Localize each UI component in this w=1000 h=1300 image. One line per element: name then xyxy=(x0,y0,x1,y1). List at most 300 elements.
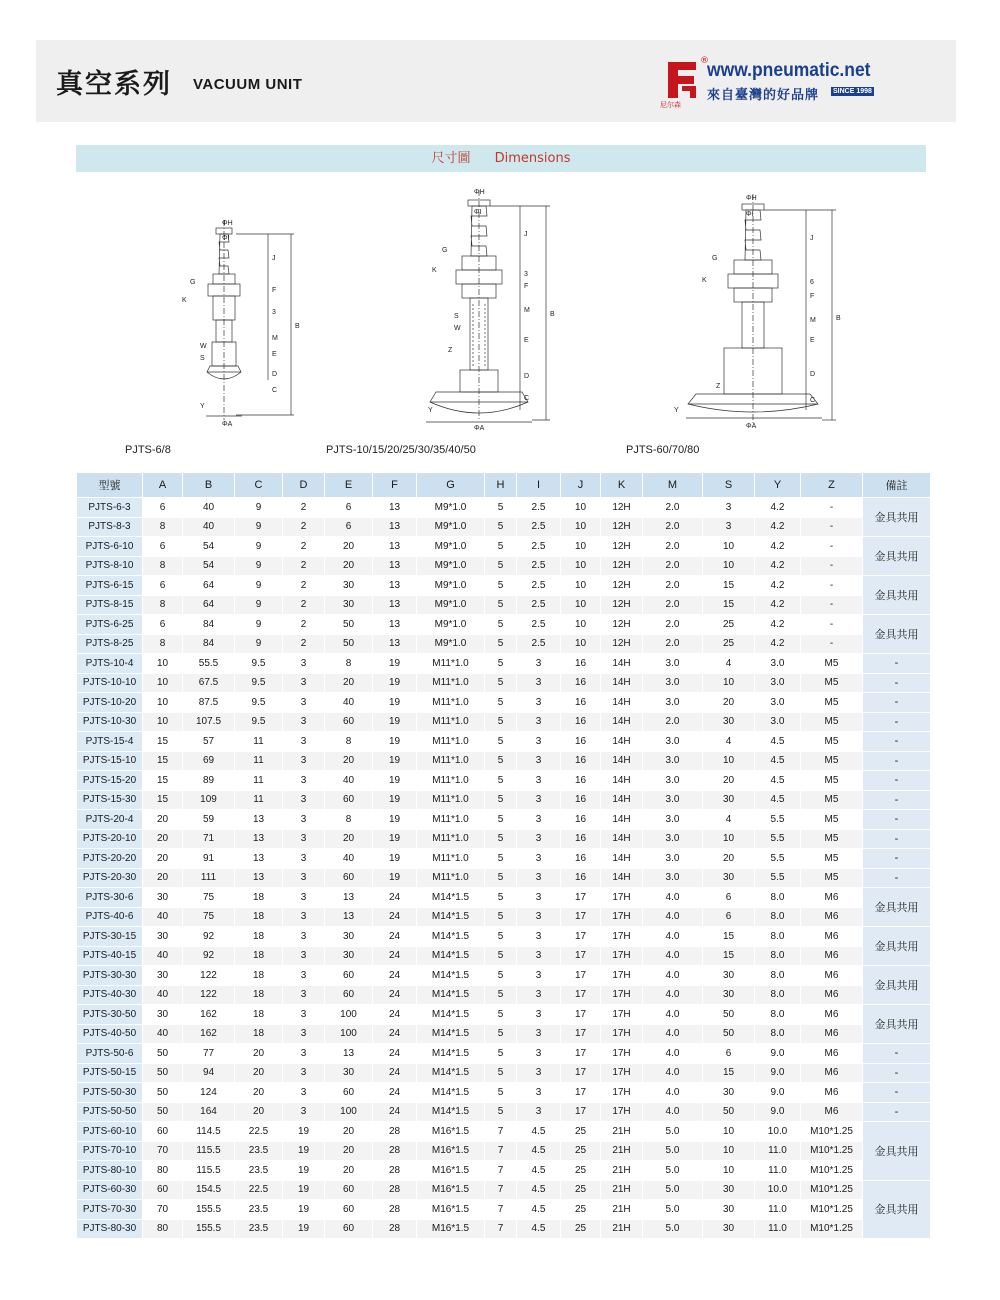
model-cell: PJTS-8-15 xyxy=(77,595,143,615)
table-cell: 5 xyxy=(485,556,517,576)
table-cell: 13 xyxy=(373,634,417,654)
table-cell: M11*1.0 xyxy=(417,771,485,791)
svg-text:3: 3 xyxy=(524,271,528,278)
table-cell: 155.5 xyxy=(183,1200,235,1220)
table-cell: 3 xyxy=(517,771,561,791)
table-cell: M9*1.0 xyxy=(417,634,485,654)
table-cell: 18 xyxy=(235,927,283,947)
table-cell: 21H xyxy=(601,1141,643,1161)
table-cell: 3.0 xyxy=(643,732,703,752)
table-cell: 17 xyxy=(561,1083,601,1103)
table-cell: 12H xyxy=(601,615,643,635)
brand-slogan: 來自臺灣的好品牌 xyxy=(707,88,820,103)
table-cell: M6 xyxy=(801,966,863,986)
table-cell: 3.0 xyxy=(755,712,801,732)
table-cell: 20 xyxy=(325,829,373,849)
model-cell: PJTS-60-30 xyxy=(77,1180,143,1200)
table-cell: 60 xyxy=(325,1180,373,1200)
table-cell: 30 xyxy=(325,595,373,615)
table-cell: 3.0 xyxy=(643,829,703,849)
table-cell: 4.0 xyxy=(643,966,703,986)
table-cell: 30 xyxy=(703,712,755,732)
table-cell: 13 xyxy=(373,517,417,537)
table-cell: 17 xyxy=(561,966,601,986)
table-cell: 50 xyxy=(143,1102,183,1122)
table-row xyxy=(77,927,931,947)
table-cell: 9.0 xyxy=(755,1083,801,1103)
table-cell: 12H xyxy=(601,517,643,537)
model-cell: PJTS-6-25 xyxy=(77,615,143,635)
table-cell: 25 xyxy=(561,1122,601,1142)
table-cell: 2.5 xyxy=(517,537,561,557)
table-cell: 30 xyxy=(703,1200,755,1220)
table-cell: 16 xyxy=(561,829,601,849)
table-cell: 20 xyxy=(325,1161,373,1181)
table-cell: 4.2 xyxy=(755,537,801,557)
table-cell: 17H xyxy=(601,1102,643,1122)
table-cell: 21H xyxy=(601,1180,643,1200)
table-cell: 14H xyxy=(601,654,643,674)
table-cell: 3 xyxy=(703,498,755,518)
table-cell: 17 xyxy=(561,927,601,947)
table-cell: 2.0 xyxy=(643,517,703,537)
table-cell: 3 xyxy=(517,868,561,888)
table-cell: 3 xyxy=(283,888,325,908)
table-cell: 2.5 xyxy=(517,556,561,576)
table-cell: 15 xyxy=(143,732,183,752)
svg-text:ΦI: ΦI xyxy=(222,235,230,242)
table-cell: 20 xyxy=(235,1083,283,1103)
table-cell: 15 xyxy=(143,771,183,791)
since-badge: SINCE 1998 xyxy=(833,88,872,95)
table-cell: 3 xyxy=(517,712,561,732)
table-cell: 25 xyxy=(703,615,755,635)
table-cell: 50 xyxy=(325,634,373,654)
table-row xyxy=(77,985,931,1005)
table-cell: M14*1.5 xyxy=(417,946,485,966)
table-cell: 16 xyxy=(561,771,601,791)
table-cell: 10 xyxy=(561,595,601,615)
svg-text:F: F xyxy=(524,283,529,290)
page-title-cn: 真空系列 xyxy=(56,69,172,100)
table-cell: 40 xyxy=(325,693,373,713)
table-cell: M14*1.5 xyxy=(417,1083,485,1103)
table-cell: - xyxy=(801,537,863,557)
table-cell: 10 xyxy=(561,537,601,557)
table-cell: 60 xyxy=(325,868,373,888)
table-cell: 10 xyxy=(703,1122,755,1142)
svg-text:S: S xyxy=(454,313,459,320)
table-cell: 5 xyxy=(485,1102,517,1122)
table-cell: 19 xyxy=(373,829,417,849)
table-cell: M5 xyxy=(801,829,863,849)
table-cell: M11*1.0 xyxy=(417,673,485,693)
table-cell: 20 xyxy=(143,868,183,888)
table-cell: 24 xyxy=(373,1005,417,1025)
table-cell: M16*1.5 xyxy=(417,1161,485,1181)
table-cell: 18 xyxy=(235,1005,283,1025)
table-cell: 13 xyxy=(373,576,417,596)
table-cell: 10 xyxy=(561,517,601,537)
table-cell: 15 xyxy=(703,946,755,966)
table-cell: 3.0 xyxy=(643,751,703,771)
table-cell: 5 xyxy=(485,615,517,635)
svg-text:W: W xyxy=(200,343,207,350)
table-cell: 17 xyxy=(561,907,601,927)
table-cell: 30 xyxy=(703,966,755,986)
table-cell: M11*1.0 xyxy=(417,654,485,674)
table-cell: 28 xyxy=(373,1200,417,1220)
table-row xyxy=(77,810,931,830)
table-cell: 2.5 xyxy=(517,498,561,518)
table-cell: 155.5 xyxy=(183,1219,235,1239)
table-cell: M16*1.5 xyxy=(417,1200,485,1220)
table-cell: 5 xyxy=(485,966,517,986)
table-row xyxy=(77,1063,931,1083)
table-cell: 11 xyxy=(235,751,283,771)
svg-text:M: M xyxy=(524,307,530,314)
svg-text:ΦI: ΦI xyxy=(746,211,754,218)
table-cell: M5 xyxy=(801,790,863,810)
table-cell: 9.5 xyxy=(235,673,283,693)
table-cell: 5 xyxy=(485,537,517,557)
table-cell: 17H xyxy=(601,1005,643,1025)
remark-cell: 金具共用 xyxy=(863,615,931,654)
table-cell: 4.2 xyxy=(755,556,801,576)
table-cell: 2 xyxy=(283,634,325,654)
table-cell: 3 xyxy=(283,732,325,752)
table-cell: 14H xyxy=(601,732,643,752)
table-cell: 60 xyxy=(325,712,373,732)
table-cell: 5 xyxy=(485,576,517,596)
table-cell: 3 xyxy=(517,810,561,830)
dimensions-bar xyxy=(76,145,926,172)
table-cell: 30 xyxy=(325,1063,373,1083)
model-cell: PJTS-70-30 xyxy=(77,1200,143,1220)
table-cell: 16 xyxy=(561,693,601,713)
table-cell: 13 xyxy=(373,498,417,518)
table-cell: 111 xyxy=(183,868,235,888)
model-cell: PJTS-40-15 xyxy=(77,946,143,966)
table-cell: 3 xyxy=(517,654,561,674)
table-cell: 6 xyxy=(703,907,755,927)
model-cell: PJTS-20-10 xyxy=(77,829,143,849)
table-cell: M10*1.25 xyxy=(801,1122,863,1142)
column-header: A xyxy=(143,473,183,498)
table-cell: 100 xyxy=(325,1005,373,1025)
table-cell: 5 xyxy=(485,732,517,752)
table-cell: M11*1.0 xyxy=(417,829,485,849)
remark-cell: - xyxy=(863,829,931,849)
table-cell: 3 xyxy=(283,1063,325,1083)
table-cell: 2.5 xyxy=(517,634,561,654)
table-cell: 21H xyxy=(601,1122,643,1142)
table-cell: 3.0 xyxy=(643,673,703,693)
table-cell: 19 xyxy=(283,1200,325,1220)
table-row xyxy=(77,1141,931,1161)
brand-logo-icon xyxy=(664,60,700,100)
table-cell: 40 xyxy=(143,1024,183,1044)
table-cell: 5 xyxy=(485,849,517,869)
table-row xyxy=(77,634,931,654)
table-cell: 6 xyxy=(325,498,373,518)
table-cell: 24 xyxy=(373,985,417,1005)
column-header: 型號 xyxy=(77,473,143,498)
logo-subtext: 尼尔森 xyxy=(660,101,681,109)
table-cell: 4.2 xyxy=(755,595,801,615)
table-cell: 7 xyxy=(485,1219,517,1239)
table-cell: 7 xyxy=(485,1161,517,1181)
model-cell: PJTS-20-30 xyxy=(77,868,143,888)
table-cell: 3 xyxy=(517,966,561,986)
drawing-2-labels xyxy=(428,189,555,432)
model-cell: PJTS-15-4 xyxy=(77,732,143,752)
table-cell: 13 xyxy=(235,849,283,869)
svg-text:ΦA: ΦA xyxy=(222,421,233,428)
table-cell: 11.0 xyxy=(755,1219,801,1239)
table-cell: 4.2 xyxy=(755,634,801,654)
table-cell: 9.5 xyxy=(235,654,283,674)
table-cell: 54 xyxy=(183,556,235,576)
table-row xyxy=(77,1044,931,1064)
table-cell: 3 xyxy=(517,1005,561,1025)
table-cell: 23.5 xyxy=(235,1200,283,1220)
remark-cell: - xyxy=(863,751,931,771)
table-cell: 60 xyxy=(325,1200,373,1220)
table-cell: 13 xyxy=(373,595,417,615)
remark-cell: - xyxy=(863,1044,931,1064)
table-cell: M10*1.25 xyxy=(801,1219,863,1239)
table-cell: M5 xyxy=(801,810,863,830)
table-cell: 17 xyxy=(561,1102,601,1122)
table-cell: 3.0 xyxy=(643,693,703,713)
table-cell: M6 xyxy=(801,888,863,908)
table-cell: 14H xyxy=(601,829,643,849)
table-cell: 30 xyxy=(143,888,183,908)
model-cell: PJTS-10-30 xyxy=(77,712,143,732)
table-cell: 23.5 xyxy=(235,1161,283,1181)
table-cell: M16*1.5 xyxy=(417,1219,485,1239)
table-cell: 19 xyxy=(283,1141,325,1161)
table-cell: 19 xyxy=(373,868,417,888)
model-cell: PJTS-10-10 xyxy=(77,673,143,693)
table-cell: 20 xyxy=(325,1141,373,1161)
table-cell: 4 xyxy=(703,654,755,674)
table-cell: 8 xyxy=(325,654,373,674)
model-cell: PJTS-40-50 xyxy=(77,1024,143,1044)
table-cell: 2.0 xyxy=(643,537,703,557)
table-cell: 16 xyxy=(561,751,601,771)
table-cell: 3 xyxy=(283,790,325,810)
table-cell: 40 xyxy=(183,498,235,518)
table-cell: 3 xyxy=(517,693,561,713)
table-cell: 25 xyxy=(561,1141,601,1161)
table-cell: 60 xyxy=(325,790,373,810)
model-cell: PJTS-30-15 xyxy=(77,927,143,947)
remark-cell: 金具共用 xyxy=(863,888,931,927)
table-cell: 19 xyxy=(283,1122,325,1142)
table-cell: 7 xyxy=(485,1141,517,1161)
table-cell: 30 xyxy=(143,1005,183,1025)
table-cell: 3 xyxy=(283,1005,325,1025)
table-cell: 40 xyxy=(143,946,183,966)
table-cell: 3 xyxy=(517,927,561,947)
table-cell: 10 xyxy=(703,673,755,693)
table-cell: 5.0 xyxy=(643,1200,703,1220)
table-cell: 9 xyxy=(235,634,283,654)
table-cell: 13 xyxy=(235,829,283,849)
table-cell: 5.5 xyxy=(755,868,801,888)
website-url[interactable]: www.pneumatic.net xyxy=(707,60,871,81)
table-cell: M14*1.5 xyxy=(417,1005,485,1025)
table-cell: 92 xyxy=(183,927,235,947)
table-cell: 87.5 xyxy=(183,693,235,713)
svg-text:Z: Z xyxy=(448,347,453,354)
table-cell: 4.0 xyxy=(643,1044,703,1064)
table-row xyxy=(77,712,931,732)
table-cell: 5 xyxy=(485,712,517,732)
table-row xyxy=(77,1180,931,1200)
table-cell: 4.5 xyxy=(517,1122,561,1142)
table-cell: M5 xyxy=(801,771,863,791)
table-row xyxy=(77,576,931,596)
table-cell: 8 xyxy=(143,634,183,654)
table-cell: 3 xyxy=(283,1102,325,1122)
table-cell: 3 xyxy=(517,751,561,771)
table-cell: 9 xyxy=(235,576,283,596)
table-cell: 8 xyxy=(325,810,373,830)
model-cell: PJTS-8-3 xyxy=(77,517,143,537)
table-cell: 11.0 xyxy=(755,1141,801,1161)
table-cell: 5 xyxy=(485,693,517,713)
model-cell: PJTS-50-50 xyxy=(77,1102,143,1122)
remark-cell: - xyxy=(863,868,931,888)
table-row xyxy=(77,966,931,986)
column-header: 備註 xyxy=(863,473,931,498)
table-cell: 3 xyxy=(283,829,325,849)
table-cell: 13 xyxy=(325,1044,373,1064)
table-row xyxy=(77,595,931,615)
table-cell: M14*1.5 xyxy=(417,966,485,986)
table-cell: 5 xyxy=(485,868,517,888)
table-cell: 4.5 xyxy=(755,790,801,810)
table-cell: 4 xyxy=(703,732,755,752)
table-cell: 18 xyxy=(235,888,283,908)
table-cell: 16 xyxy=(561,673,601,693)
column-header: Z xyxy=(801,473,863,498)
table-cell: 114.5 xyxy=(183,1122,235,1142)
table-cell: 4.5 xyxy=(517,1141,561,1161)
table-cell: 3 xyxy=(283,693,325,713)
table-cell: 89 xyxy=(183,771,235,791)
svg-text:G: G xyxy=(442,247,448,254)
remark-cell: - xyxy=(863,810,931,830)
table-cell: 17 xyxy=(561,888,601,908)
remark-cell: - xyxy=(863,771,931,791)
table-cell: 16 xyxy=(561,849,601,869)
table-cell: 21H xyxy=(601,1161,643,1181)
table-cell: 50 xyxy=(143,1044,183,1064)
table-cell: 6 xyxy=(703,1044,755,1064)
svg-text:C: C xyxy=(810,397,816,404)
table-cell: 30 xyxy=(703,1180,755,1200)
table-cell: 20 xyxy=(325,537,373,557)
table-cell: 14H xyxy=(601,810,643,830)
table-cell: 20 xyxy=(325,1122,373,1142)
table-cell: 24 xyxy=(373,1024,417,1044)
registered-mark: ® xyxy=(700,56,709,66)
column-header: K xyxy=(601,473,643,498)
remark-cell: 金具共用 xyxy=(863,1122,931,1181)
table-cell: 20 xyxy=(143,849,183,869)
table-cell: 10 xyxy=(561,498,601,518)
table-cell: - xyxy=(801,498,863,518)
model-cell: PJTS-15-30 xyxy=(77,790,143,810)
svg-text:M: M xyxy=(272,335,278,342)
table-cell: 54 xyxy=(183,537,235,557)
table-cell: 5 xyxy=(485,1044,517,1064)
table-cell: M9*1.0 xyxy=(417,498,485,518)
table-cell: 4.0 xyxy=(643,1083,703,1103)
table-cell: 9.0 xyxy=(755,1063,801,1083)
table-cell: 14H xyxy=(601,712,643,732)
table-cell: 15 xyxy=(703,595,755,615)
table-cell: 20 xyxy=(703,849,755,869)
svg-text:B: B xyxy=(836,315,841,322)
table-cell: 3.0 xyxy=(643,849,703,869)
table-cell: 3 xyxy=(283,810,325,830)
table-cell: 24 xyxy=(373,1083,417,1103)
table-cell: 2.5 xyxy=(517,517,561,537)
table-cell: 6 xyxy=(703,888,755,908)
table-cell: M16*1.5 xyxy=(417,1180,485,1200)
table-cell: 16 xyxy=(561,732,601,752)
table-cell: M5 xyxy=(801,849,863,869)
table-cell: 10 xyxy=(703,1141,755,1161)
drawing-pjts-6-8 xyxy=(206,220,294,420)
table-cell: 30 xyxy=(143,966,183,986)
table-cell: M6 xyxy=(801,1102,863,1122)
table-cell: 10 xyxy=(561,556,601,576)
svg-text:J: J xyxy=(524,231,528,238)
table-cell: 5 xyxy=(485,1024,517,1044)
svg-text:ΦA: ΦA xyxy=(474,425,485,432)
table-cell: 15 xyxy=(703,1063,755,1083)
table-cell: 3 xyxy=(517,829,561,849)
table-cell: 40 xyxy=(143,985,183,1005)
table-cell: 20 xyxy=(325,556,373,576)
svg-text:K: K xyxy=(702,277,707,284)
table-cell: 71 xyxy=(183,829,235,849)
table-cell: 20 xyxy=(703,771,755,791)
model-cell: PJTS-80-10 xyxy=(77,1161,143,1181)
model-cell: PJTS-8-10 xyxy=(77,556,143,576)
table-cell: 19 xyxy=(283,1161,325,1181)
table-cell: 50 xyxy=(703,1005,755,1025)
table-cell: 20 xyxy=(235,1102,283,1122)
table-cell: 7 xyxy=(485,1200,517,1220)
table-cell: 3 xyxy=(517,946,561,966)
drawing-caption-3: PJTS-60/70/80 xyxy=(626,444,700,456)
column-header: H xyxy=(485,473,517,498)
table-cell: 17H xyxy=(601,985,643,1005)
table-cell: 3 xyxy=(283,849,325,869)
table-cell: 2 xyxy=(283,576,325,596)
table-cell: 3 xyxy=(517,1024,561,1044)
table-cell: 50 xyxy=(703,1024,755,1044)
drawing-pjts-10-50 xyxy=(426,190,550,422)
table-cell: 9.5 xyxy=(235,712,283,732)
